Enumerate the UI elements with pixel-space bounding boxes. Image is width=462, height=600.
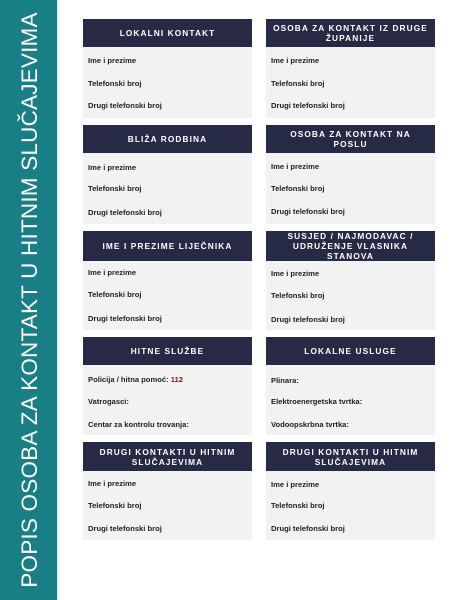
field-poison-control: Centar za kontrolu trovanja: (88, 420, 189, 429)
field-phone: Telefonski broj (271, 184, 325, 193)
emergency-number: 112 (170, 375, 183, 384)
field-name: Ime i prezime (271, 480, 320, 489)
field-other-phone: Drugi telefonski broj (88, 314, 162, 323)
field-name: Ime i prezime (88, 479, 137, 488)
card-hitne-sluzbe (83, 337, 252, 435)
field-other-phone: Drugi telefonski broj (271, 524, 345, 533)
card-header: OSOBA ZA KONTAKT NA POSLU (266, 125, 435, 153)
card-header: LOKALNE USLUGE (266, 337, 435, 365)
field-police (88, 375, 183, 384)
field-name: Ime i prezime (88, 56, 137, 65)
field-name: Ime i prezime (271, 269, 320, 278)
field-name: Ime i prezime (88, 163, 137, 172)
card-header: DRUGI KONTAKTI U HITNIM SLUČAJEVIMA (83, 442, 252, 471)
field-gas: Plinara: (271, 376, 299, 385)
field-name: Ime i prezime (271, 56, 320, 65)
field-other-phone: Drugi telefonski broj (271, 101, 345, 110)
field-phone: Telefonski broj (88, 501, 142, 510)
card-lokalni-kontakt (83, 19, 252, 118)
card-susjed (266, 231, 435, 330)
field-phone: Telefonski broj (271, 79, 325, 88)
card-header: HITNE SLUŽBE (83, 337, 252, 365)
card-header: SUSJED / NAJMODAVAC / UDRUŽENJE VLASNIKA STANOVA (266, 231, 435, 261)
field-water: Vodoopskrbna tvrtka: (271, 420, 349, 429)
field-phone: Telefonski broj (271, 291, 325, 300)
field-firefighters: Vatrogasci: (88, 397, 129, 406)
field-name: Ime i prezime (88, 268, 137, 277)
field-other-phone: Drugi telefonski broj (271, 207, 345, 216)
field-other-phone: Drugi telefonski broj (88, 524, 162, 533)
card-lokalne-usluge (266, 337, 435, 435)
field-other-phone: Drugi telefonski broj (88, 208, 162, 217)
field-name: Ime i prezime (271, 162, 320, 171)
field-electric: Elektroenergetska tvrtka: (271, 397, 363, 406)
card-drugi-kontakti-1 (83, 442, 252, 540)
card-header: DRUGI KONTAKTI U HITNIM SLUČAJEVIMA (266, 442, 435, 471)
card-header: LOKALNI KONTAKT (83, 19, 252, 47)
field-other-phone: Drugi telefonski broj (88, 101, 162, 110)
card-header: IME I PREZIME LIJEČNIKA (83, 231, 252, 261)
card-header: BLIŽA RODBINA (83, 125, 252, 153)
field-phone: Telefonski broj (88, 79, 142, 88)
field-phone: Telefonski broj (88, 290, 142, 299)
page-title: POPIS OSOBA ZA KONTAKT U HITNIM SLUČAJEVIMA (17, 12, 42, 588)
field-phone: Telefonski broj (88, 184, 142, 193)
card-druga-zupanija (266, 19, 435, 118)
card-kontakt-na-poslu (266, 125, 435, 224)
card-drugi-kontakti-2 (266, 442, 435, 540)
card-header: OSOBA ZA KONTAKT IZ DRUGE ŽUPANIJE (266, 19, 435, 47)
field-phone: Telefonski broj (271, 501, 325, 510)
card-bliza-rodbina (83, 125, 252, 224)
card-lijecnik (83, 231, 252, 330)
police-label: Policija / hitna pomoć: (88, 375, 169, 384)
title-sidebar (0, 0, 57, 600)
field-other-phone: Drugi telefonski broj (271, 315, 345, 324)
